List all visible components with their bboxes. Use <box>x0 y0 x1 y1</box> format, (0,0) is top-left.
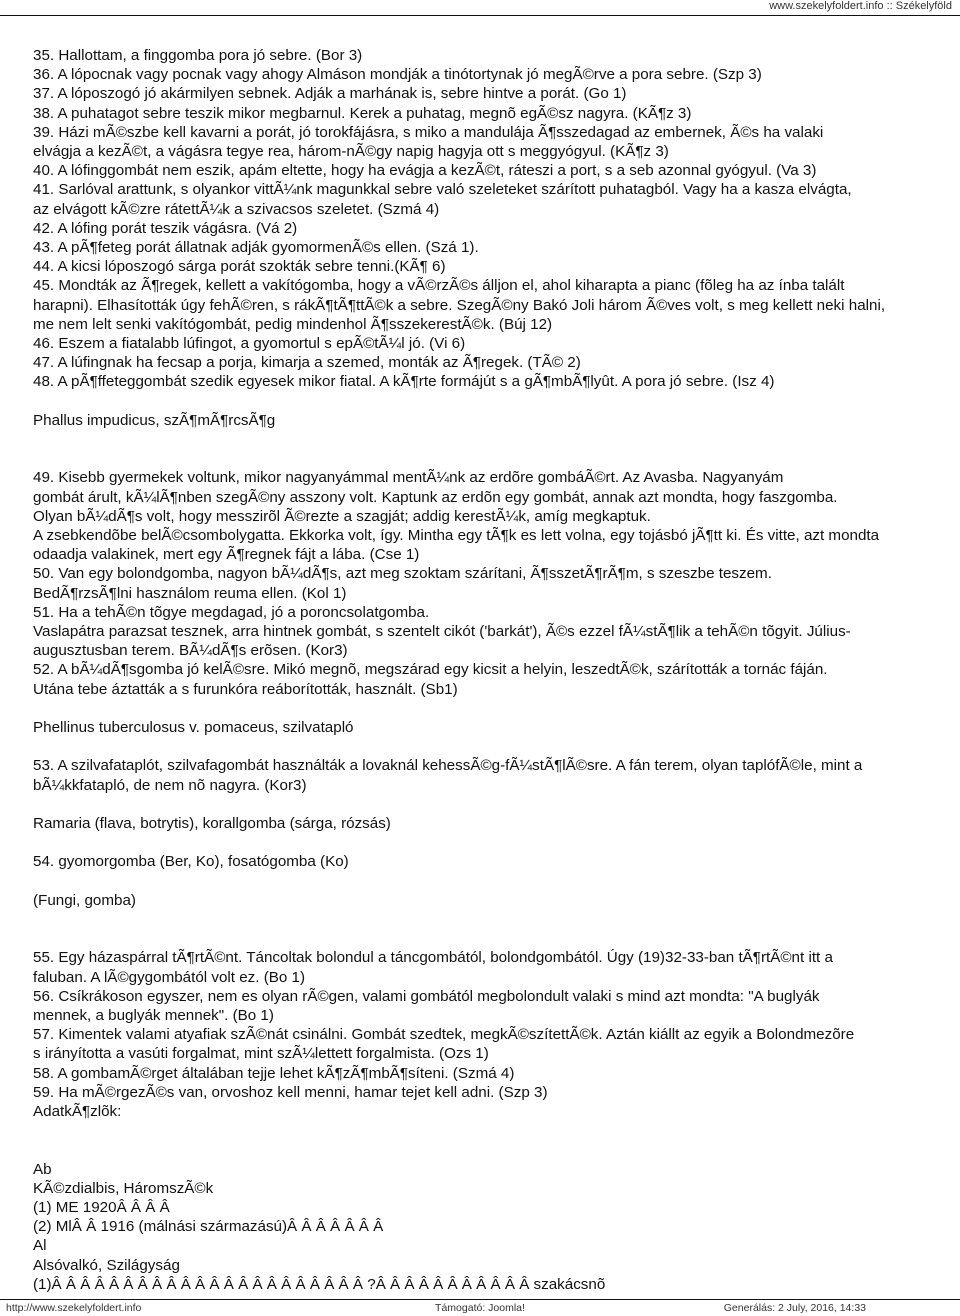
text-line: 40. A lófinggombát nem eszik, apám eltette, hogy ha evágja a kezÃ©t, ráteszi a port, s a seb azonnal gyógyul. (Va 3) <box>33 162 817 180</box>
text-block <box>33 718 948 756</box>
text-line: faluban. A lÃ©gygombától volt ez. (Bo 1) <box>33 968 306 986</box>
text-line: me nem lelt senki vakítógombát, pedig mindenhol Ã¶sszekerestÃ©k. (Búj 12) <box>33 315 553 333</box>
text-line: Vaslapátra parazsat tesznek, arra hintnek gombát, s szentelt cikót ('barkát'), Ã©s ezzel fÃ¼stÃ¶lik a tehÃ©n tõgyit. Július- <box>33 623 851 641</box>
site-header <box>0 0 960 15</box>
text-line: 36. A lópocnak vagy pocnak vagy ahogy Almáson mondják a tinótortynak jó megÃ©rve a pora sebre. (Szp 3) <box>33 66 762 84</box>
blank-line <box>33 737 948 756</box>
text-line: 35. Hallottam, a finggomba pora jó sebre. (Bor 3) <box>33 47 363 64</box>
text-line: 39. Házi mÃ©szbe kell kavarni a porát, jó torokfájásra, s miko a mandulája Ã¶sszedagad az embernek, Ã©s ha valaki <box>33 123 824 141</box>
text-line: (1)Â Â Â Â Â Â Â Â Â Â Â Â Â Â Â Â Â Â Â Â Â Â ?Â Â Â Â Â Â Â Â Â Â Â szakácsnõ <box>33 1275 606 1293</box>
text-line: 53. A szilvafataplót, szilvafagombát használták a lovaknál kehessÃ©g-fÃ¼stÃ¶lÃ©sre. A fán terem, olyan taplófÃ©le, mint a <box>33 757 863 775</box>
text-block <box>33 756 948 814</box>
text-line: 56. Csíkrákoson egyszer, nem es olyan rÃ©gen, valami gombától megbolondult valaki s mind azt mondta: "A buglyák <box>33 987 820 1005</box>
text-block <box>33 948 948 1159</box>
text-line: Ramaria (flava, botrytis), korallgomba (sárga, rózsás) <box>33 815 391 833</box>
text-block <box>33 891 948 949</box>
text-line: augusztusban terem. BÃ¼dÃ¶s erõsen. (Kor3) <box>33 642 348 660</box>
text-line: 38. A puhatagot sebre teszik mikor megbarnul. Kerek a puhatag, megnõ egÃ©sz nagyra. (KÃ¶z 3) <box>33 104 692 122</box>
text-line: Phellinus tuberculosus v. pomaceus, szilvatapló <box>33 719 354 737</box>
text-line: Alsóvalkó, Szilágyság <box>33 1256 180 1274</box>
header-rule <box>0 15 960 16</box>
text-line: 45. Mondták az Ã¶regek, kellett a vakítógomba, hogy a vÃ©rzÃ©s álljon el, ahol kiharapta a pianc (fõleg ha az ínba talált <box>33 277 845 295</box>
text-line: 50. Van egy bolondgomba, nagyon bÃ¼dÃ¶s, azt meg szoktam szárítani, Ã¶sszetÃ¶rÃ¶m, s szeszbe teszem. <box>33 565 772 583</box>
text-line: 52. A bÃ¼dÃ¶sgomba jó kelÃ©sre. Mikó megnõ, megszárad egy kicsit a helyin, leszedtÃ©k, szárították a tornác fáján. <box>33 661 828 679</box>
blank-line <box>33 699 948 718</box>
blank-line <box>33 392 948 411</box>
blank-line <box>33 449 948 468</box>
text-line: 42. A lófing porát teszik vágásra. (Vá 2) <box>33 219 298 237</box>
text-line: A zsebkendõbe belÃ©csombolygatta. Ekkorka volt, így. Mintha egy tÃ¶k es lett volna, egy tojásbó jÃ¶tt ki. És vitte, azt mondta <box>33 527 880 545</box>
blank-line <box>33 872 948 891</box>
blank-line <box>33 910 948 929</box>
text-line: 59. Ha mÃ©rgezÃ©s van, orvoshoz kell menni, hamar tejet kell adni. (Szp 3) <box>33 1083 548 1101</box>
text-line: 54. gyomorgomba (Ber, Ko), fosatógomba (Ko) <box>33 853 349 871</box>
blank-line <box>33 430 948 449</box>
text-line: Al <box>33 1237 47 1255</box>
footer-generated: Generálás: 2 July, 2016, 14:33 <box>723 1302 866 1314</box>
blank-line <box>33 929 948 948</box>
text-block <box>33 46 948 411</box>
footer-url-link[interactable]: http://www.szekelyfoldert.info <box>6 1302 142 1314</box>
text-line: 48. A pÃ¶ffeteggombát szedik egyesek mikor fiatal. A kÃ¶rte formájút s a gÃ¶mbÃ¶lyût. A pora jó sebre. (Isz 4) <box>33 373 775 391</box>
text-line: Phallus impudicus, szÃ¶mÃ¶rcsÃ¶g <box>33 411 276 429</box>
text-line: bÃ¼kkfatapló, de nem nõ nagyra. (Kor3) <box>33 776 307 794</box>
document-body <box>33 46 948 1294</box>
text-line: (2) MlÂ Â 1916 (málnási származású)Â Â Â Â Â Â Â <box>33 1218 384 1236</box>
text-block <box>33 468 948 718</box>
text-line: Utána tebe áztatták a s furunkóra reáborították, használt. (Sb1) <box>33 680 458 698</box>
text-block <box>33 852 948 890</box>
text-line: BedÃ¶rzsÃ¶lni használom reuma ellen. (Kol 1) <box>33 584 347 602</box>
text-line: elvágja a kezÃ©t, a vágásra tegye rea, három-nÃ©gy napig hagyja ott s meggyógyul. (KÃ¶z 3) <box>33 143 669 161</box>
text-line: 44. A kicsi lóposzogó sárga porát szokták sebre tenni.(KÃ¶ 6) <box>33 258 446 276</box>
blank-line <box>33 833 948 852</box>
text-line: KÃ©zdialbis, HáromszÃ©k <box>33 1179 214 1197</box>
text-line: mennek, a buglyák mennek". (Bo 1) <box>33 1007 274 1024</box>
text-line: 43. A pÃ¶feteg porát állatnak adják gyomormenÃ©s ellen. (Szá 1). <box>33 239 479 257</box>
page-footer <box>0 1300 960 1316</box>
text-line: Ab <box>33 1160 52 1178</box>
text-block <box>33 411 948 469</box>
text-line: az elvágott kÃ©zre rátettÃ¼k a szivacsos szeletet. (Szmá 4) <box>33 200 440 218</box>
text-line: s irányította a vasúti forgalmat, mint szÃ¼lettett forgalmista. (Ozs 1) <box>33 1045 489 1063</box>
text-line: odaadja valakinek, mert egy Ã¶regnek fájt a lába. (Cse 1) <box>33 546 420 564</box>
footer-sponsor: Támogató: Joomla! <box>435 1302 525 1314</box>
blank-line <box>33 795 948 814</box>
text-line: 58. A gombamÃ©rget általában tejje lehet kÃ¶zÃ¶mbÃ¶síteni. (Szmá 4) <box>33 1064 515 1082</box>
text-line: AdatkÃ¶zlõk: <box>33 1103 122 1121</box>
site-header-link[interactable]: www.szekelyfoldert.info :: Székelyföld <box>769 0 952 12</box>
text-line: 37. A lóposzogó jó akármilyen sebnek. Adják a marhának is, sebre hintve a porát. (Go 1) <box>33 85 627 103</box>
text-line: 57. Kimentek valami atyafiak szÃ©nát csinálni. Gombát szedtek, megkÃ©szítettÃ©k. Aztán kiállt az egyik a Bolondmezõre <box>33 1026 855 1044</box>
text-block <box>33 814 948 852</box>
text-line: 41. Sarlóval arattunk, s olyankor vittÃ¼nk magunkkal sebre való szeleteket szárított puhatagból. Vagy ha a kasza elvágta, <box>33 181 852 199</box>
text-block <box>33 1160 948 1294</box>
text-line: harapni). Elhasították úgy fehÃ©ren, s rákÃ¶tÃ¶ttÃ©k a sebre. SzegÃ©ny Bakó Joli három Ã©ves volt, s meg kellett neki halni, <box>33 296 886 314</box>
text-line: 46. Eszem a fiatalabb lúfingot, a gyomortul s epÃ©tÃ¼l jó. (Vi 6) <box>33 335 466 353</box>
text-line: 49. Kisebb gyermekek voltunk, mikor nagyanyámmal mentÃ¼nk az erdõre gombáÃ©rt. Az Avasba. Nagyanyám <box>33 469 784 487</box>
text-line: 55. Egy házaspárral tÃ¶rtÃ©nt. Táncoltak bolondul a táncgombától, bolondgombától. Úgy (19)32-33-ban tÃ¶rtÃ©nt itt a <box>33 949 833 967</box>
text-line: gombát árult, kÃ¼lÃ¶nben szegÃ©ny asszony volt. Kaptunk az erdõn egy gombát, annak azt mondta, hogy faszgomba. <box>33 488 838 506</box>
text-line: (1) ME 1920Â Â Â Â <box>33 1199 170 1216</box>
blank-line <box>33 1140 948 1159</box>
text-line: Olyan bÃ¼dÃ¶s volt, hogy messzirõl Ã©rezte a szagját; addig kerestÃ¼k, amíg megkaptuk. <box>33 507 651 525</box>
text-line: 51. Ha a tehÃ©n tõgye megdagad, jó a poroncsolatgomba. <box>33 603 430 621</box>
text-line: 47. A lúfingnak ha fecsap a porja, kimarja a szemed, monták az Ã¶regek. (TÃ© 2) <box>33 354 581 372</box>
blank-line <box>33 1121 948 1140</box>
text-line: (Fungi, gomba) <box>33 891 136 909</box>
